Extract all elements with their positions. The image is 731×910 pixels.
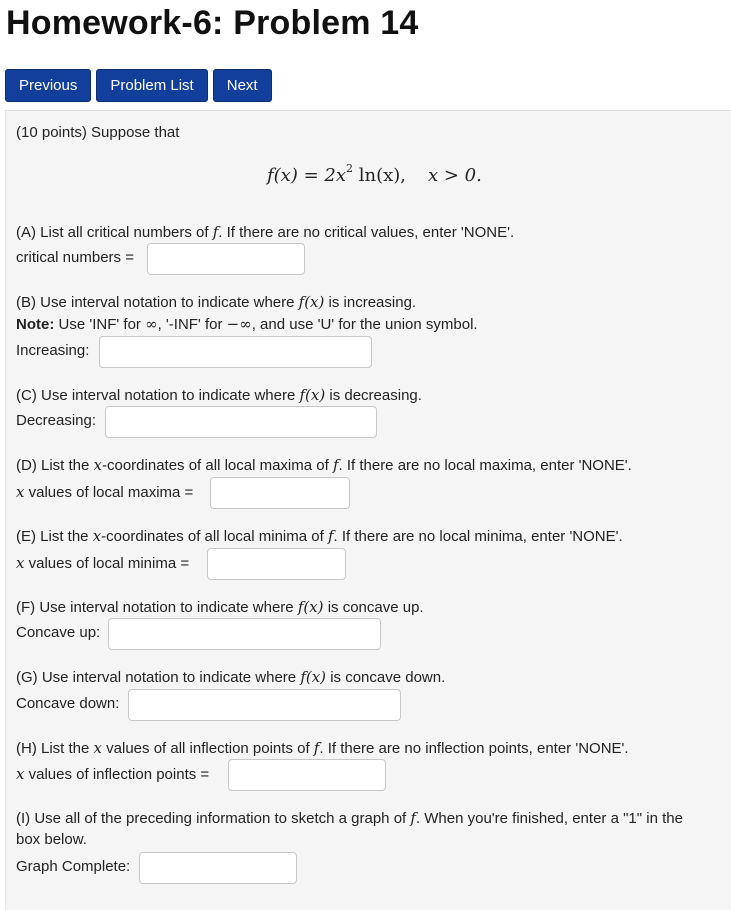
question-d-pre: (D) List the: [16, 457, 94, 474]
question-b-var: f(x): [298, 293, 325, 311]
question-d-mid: -coordinates of all local maxima of: [102, 457, 333, 474]
local-maxima-label: [16, 483, 193, 502]
question-g-post: is concave down.: [326, 669, 446, 686]
question-f-pre: (F) Use interval notation to indicate where: [16, 599, 298, 616]
question-h-post: . If there are no inflection points, enter 'NONE'.: [319, 740, 629, 757]
question-e-pre: (E) List the: [16, 528, 93, 545]
question-f-var: f(x): [297, 598, 324, 616]
question-g-pre: (G) Use interval notation to indicate where: [16, 669, 301, 686]
increasing-label: Increasing:: [16, 342, 90, 359]
question-a-post: . If there are no critical values, enter 'NONE'.: [218, 224, 515, 241]
note-text-3: , and use 'U' for the union symbol.: [251, 316, 478, 333]
local-minima-label-var: x: [16, 554, 25, 572]
question-c: [16, 386, 422, 405]
decreasing-input[interactable]: [105, 406, 377, 438]
note-text-1: Use 'INF' for: [54, 316, 146, 333]
problem-nav: [5, 69, 272, 102]
question-e-var1: x: [92, 527, 102, 545]
question-e: [16, 527, 623, 546]
question-i-post: . When you're finished, enter a "1" in the: [415, 810, 683, 827]
concave-up-input[interactable]: [108, 618, 381, 650]
question-f-post: is concave up.: [323, 599, 424, 616]
previous-button[interactable]: Previous: [5, 69, 91, 102]
question-b-post: is increasing.: [324, 294, 417, 311]
question-d: [16, 456, 632, 475]
decreasing-label: Decreasing:: [16, 412, 97, 429]
formula-condition: x > 0.: [428, 165, 482, 186]
note-b: [16, 315, 478, 334]
local-minima-input[interactable]: [207, 548, 346, 580]
inflection-points-input[interactable]: [228, 759, 386, 791]
formula-rhs: ln(x),: [353, 165, 406, 186]
graph-complete-input[interactable]: [139, 852, 297, 884]
concave-up-label: Concave up:: [16, 624, 101, 641]
question-e-post: . If there are no local minima, enter 'NONE'.: [333, 528, 623, 545]
question-h-pre: (H) List the: [16, 740, 94, 757]
question-h-var2: f: [313, 739, 320, 757]
question-d-var2: f: [332, 456, 339, 474]
question-c-pre: (C) Use interval notation to indicate where: [16, 387, 300, 404]
negative-infinity-symbol: −∞: [226, 315, 252, 333]
inflection-points-label-text: values of inflection points =: [24, 766, 210, 783]
inflection-points-label-var: x: [16, 765, 25, 783]
question-g: [16, 668, 445, 687]
question-i-pre: (I) Use all of the preceding information to sketch a graph of: [16, 810, 411, 827]
formula-lhs: f(x): [267, 165, 298, 186]
inflection-points-label: [16, 765, 209, 784]
question-f: [16, 598, 424, 617]
question-d-var1: x: [93, 456, 102, 474]
formula-exponent: 2: [346, 162, 353, 175]
note-label: Note:: [16, 316, 55, 333]
question-i-var: f: [410, 809, 416, 827]
question-h: [16, 739, 629, 758]
note-text-2: , '-INF' for: [157, 316, 227, 333]
question-h-mid: values of all inflection points of: [102, 740, 314, 757]
function-formula: [267, 160, 482, 187]
local-maxima-label-text: values of local maxima =: [24, 484, 194, 501]
next-button[interactable]: Next: [213, 69, 272, 102]
problem-list-button[interactable]: Problem List: [96, 69, 207, 102]
local-maxima-label-var: x: [16, 483, 25, 501]
question-c-var: f(x): [299, 386, 326, 404]
question-i-line1: [16, 809, 683, 828]
question-a-var: f: [212, 223, 219, 241]
question-e-var2: f: [327, 527, 334, 545]
question-g-var: f(x): [300, 668, 327, 686]
question-c-post: is decreasing.: [325, 387, 422, 404]
question-d-post: . If there are no local maxima, enter 'NONE'.: [338, 457, 632, 474]
problem-intro: (10 points) Suppose that: [16, 124, 180, 141]
local-minima-label-text: values of local minima =: [24, 555, 190, 572]
local-minima-label: [16, 554, 189, 573]
question-b: [16, 293, 416, 312]
question-a-pre: (A) List all critical numbers of: [16, 224, 213, 241]
formula-eq: = 2x: [297, 165, 346, 186]
question-h-var1: x: [93, 739, 102, 757]
page-title: Homework-6: Problem 14: [6, 4, 419, 42]
critical-numbers-input[interactable]: [147, 243, 305, 275]
question-b-pre: (B) Use interval notation to indicate where: [16, 294, 299, 311]
question-e-mid: -coordinates of all local minima of: [101, 528, 328, 545]
question-i-line2: box below.: [16, 831, 87, 848]
local-maxima-input[interactable]: [210, 477, 350, 509]
increasing-input[interactable]: [99, 336, 372, 368]
graph-complete-label: Graph Complete:: [16, 858, 131, 875]
infinity-symbol: ∞: [145, 315, 158, 333]
concave-down-input[interactable]: [128, 689, 401, 721]
concave-down-label: Concave down:: [16, 695, 120, 712]
critical-numbers-label: critical numbers =: [16, 249, 134, 266]
question-a: [16, 223, 514, 242]
